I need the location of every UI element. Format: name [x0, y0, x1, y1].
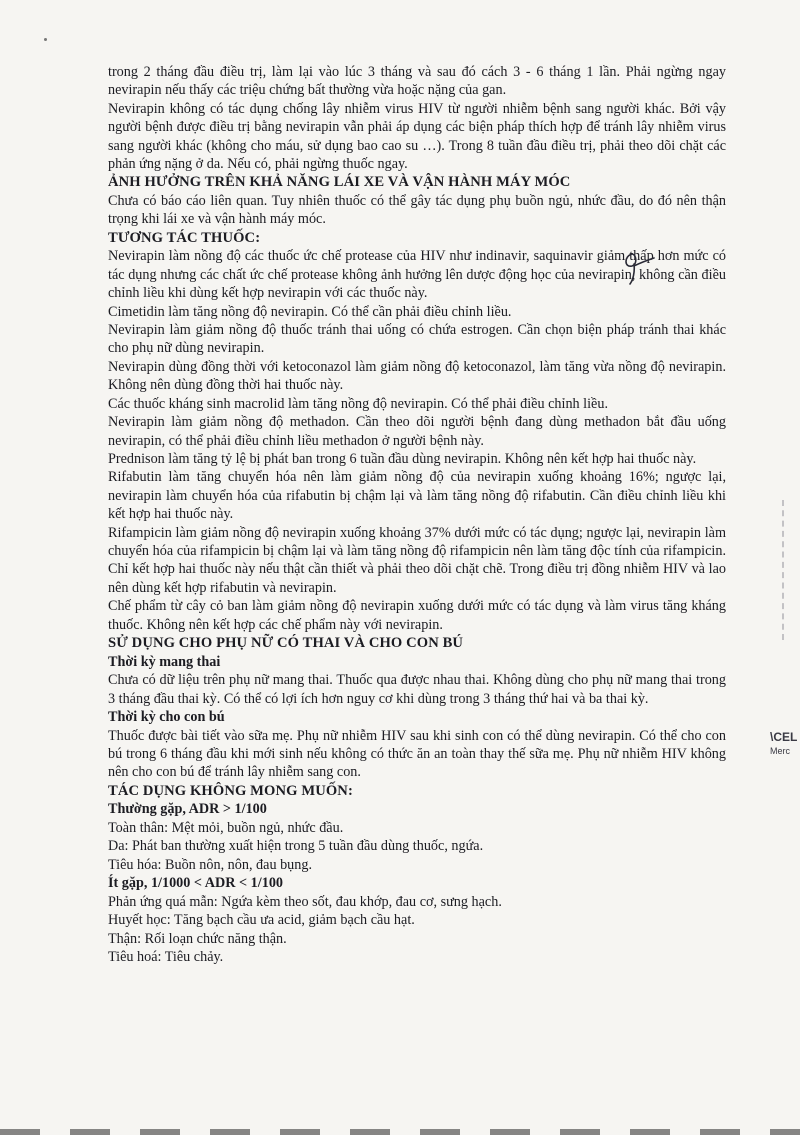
subsection-heading: Thường gặp, ADR > 1/100 — [108, 801, 267, 818]
paragraph: Nevirapin làm nồng độ các thuốc ức chế protease của HIV như indinavir, saquinavir giảm thấp hơn mức có tác dụng nhưng các chất ức chế protease không ảnh hưởng lên dược động học của nevirapin, không cần điều chỉnh liều khi dùng kết hợp nevirapin với các thuốc này. — [108, 248, 726, 302]
paragraph: Cimetidin làm tăng nồng độ nevirapin. Có thể cần phải điều chỉnh liều. — [108, 303, 512, 320]
section-heading: ẢNH HƯỞNG TRÊN KHẢ NĂNG LÁI XE VÀ VẬN HÀNH MÁY MÓC — [108, 174, 571, 191]
paragraph: Chế phẩm từ cây cỏ ban làm giảm nồng độ nevirapin xuống dưới mức có tác dụng và làm virus tăng kháng thuốc. Không nên kết hợp các chế phẩm này với nevirapin. — [108, 598, 726, 633]
paragraph: Thuốc được bài tiết vào sữa mẹ. Phụ nữ nhiễm HIV sau khi sinh con có thể dùng nevirapin. Có thể cho con bú trong 6 tháng đầu khi mới sinh nếu không có thức ăn an toàn thay thế sữa mẹ. Phụ nữ nhiễm HIV không nên cho con bú để tránh lây nhiễm sang con. — [108, 727, 726, 781]
subsection-heading: Ít gặp, 1/1000 < ADR < 1/100 — [108, 875, 284, 892]
paragraph: Chưa có báo cáo liên quan. Tuy nhiên thuốc có thể gây tác dụng phụ buồn ngủ, nhức đầu, do đó nên thận trọng khi lái xe và vận hành máy móc. — [108, 193, 726, 228]
subsection-heading: Thời kỳ cho con bú — [108, 708, 225, 725]
section-heading: TƯƠNG TÁC THUỐC: — [108, 229, 261, 246]
paragraph: Prednison làm tăng tỷ lệ bị phát ban trong 6 tuần đầu dùng nevirapin. Không nên kết hợp hai thuốc này. — [108, 450, 697, 467]
subsection-heading: Thời kỳ mang thai — [108, 653, 221, 670]
document-page — [108, 63, 726, 966]
adjacent-page-text-1: \CEL — [770, 730, 798, 744]
paragraph: Chưa có dữ liệu trên phụ nữ mang thai. Thuốc qua được nhau thai. Không dùng cho phụ nữ mang thai trong 3 tháng đầu thai kỳ. Có thể có lợi ích hơn nguy cơ khi dùng trong 3 tháng thứ hai và ba thai kỳ. — [108, 672, 726, 707]
paragraph: Tiêu hoá: Tiêu chảy. — [108, 949, 224, 965]
paragraph: trong 2 tháng đầu điều trị, làm lại vào lúc 3 tháng và sau đó cách 3 - 6 tháng 1 lần. Phải ngừng ngay nevirapin nếu thấy các triệu chứng bất thường vừa hoặc nặng của gan. — [108, 64, 726, 99]
scan-speck — [44, 38, 47, 41]
paragraph: Nevirapin dùng đồng thời với ketoconazol làm giảm nồng độ ketoconazol, làm tăng vừa nồng độ nevirapin. Không nên dùng đồng thời hai thuốc này. — [108, 358, 726, 394]
paragraph: Các thuốc kháng sinh macrolid làm tăng nồng độ nevirapin. Có thể phải điều chỉnh liều. — [108, 395, 608, 412]
paragraph: Rifampicin làm giảm nồng độ nevirapin xuống khoảng 37% dưới mức có tác dụng; ngược lại, nevirapin làm chuyển hóa của rifampicin bị chậm lại và làm tăng nồng độ rifampicin nên làm tăng độc tính của rifampicin. Chỉ kết hợp hai thuốc này nếu thật cần thiết và phải theo dõi chặt chẽ. Trong điều trị đồng nhiễm HIV và lao nên dùng kết hợp rifabutin và nevirapin. — [108, 524, 726, 596]
paragraph: Nevirapin làm giảm nồng độ thuốc tránh thai uống có chứa estrogen. Cần chọn biện pháp tránh thai khác cho phụ nữ dùng nevirapin. — [108, 322, 726, 357]
section-heading: SỬ DỤNG CHO PHỤ NỮ CÓ THAI VÀ CHO CON BÚ — [108, 634, 464, 651]
paragraph: Nevirapin làm giảm nồng độ methadon. Cần theo dõi người bệnh đang dùng methadon bắt đầu uống nevirapin, có thể phải điều chỉnh liều methadon ở người bệnh này. — [108, 414, 726, 449]
paragraph: Thận: Rối loạn chức năng thận. — [108, 930, 287, 947]
paragraph: Tiêu hóa: Buồn nôn, nôn, đau bụng. — [108, 856, 313, 873]
paragraph: Phản ứng quá mẫn: Ngứa kèm theo sốt, đau khớp, đau cơ, sưng hạch. — [108, 893, 502, 910]
scan-edge-artifact — [782, 500, 798, 640]
paragraph: Nevirapin không có tác dụng chống lây nhiễm virus HIV từ người nhiễm bệnh sang người khác. Bởi vậy người bệnh được điều trị bằng nevirapin vẫn phải áp dụng các biện pháp thích hợp để tránh lây nhiễm virus sang người khác (không cho máu, sử dụng bao cao su …). Trong 8 tuần đầu điều trị, phải theo dõi chặt các phản ứng nặng ở da. Nếu có, phải ngừng thuốc ngay. — [108, 100, 726, 173]
paragraph: Rifabutin làm tăng chuyển hóa nên làm giảm nồng độ của nevirapin xuống khoảng 16%; ngược lại, nevirapin làm chuyển hóa của rifabutin bị chậm lại và làm tăng nồng độ rifabutin. Cần điều chỉnh liều khi kết hợp hai thuốc này. — [108, 469, 726, 523]
paragraph: Toàn thân: Mệt mỏi, buồn ngủ, nhức đầu. — [108, 819, 344, 836]
handwritten-initial-mark — [618, 246, 658, 286]
scan-bottom-edge — [0, 1129, 800, 1135]
adjacent-page-text-2: Merc — [770, 746, 790, 756]
section-heading: TÁC DỤNG KHÔNG MONG MUỐN: — [108, 782, 353, 799]
paragraph: Da: Phát ban thường xuất hiện trong 5 tuần đầu dùng thuốc, ngứa. — [108, 838, 484, 855]
paragraph: Huyết học: Tăng bạch cầu ưa acid, giảm bạch cầu hạt. — [108, 912, 415, 929]
adjacent-page-fragment — [770, 730, 800, 756]
